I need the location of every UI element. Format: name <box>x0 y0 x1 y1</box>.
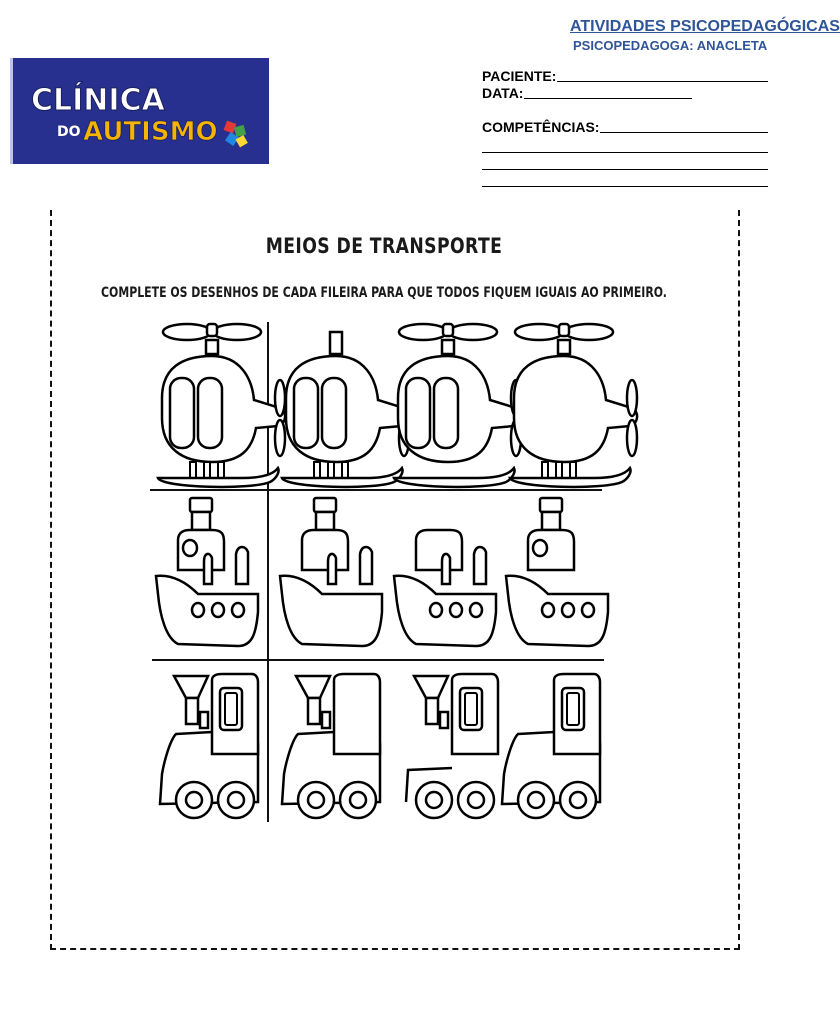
boat-icon <box>394 530 496 646</box>
worksheet-title: MEIOS DE TRANSPORTE <box>265 234 503 258</box>
train-icon <box>160 674 258 818</box>
logo-line1: CLÍNICA <box>31 83 165 118</box>
worksheet-instruction: COMPLETE OS DESENHOS DE CADA FILEIRA PARA QUE TODOS FIQUEM IGUAIS AO PRIMEIRO. <box>101 285 667 301</box>
date-label: DATA: <box>482 85 524 101</box>
helicopter-icon <box>510 324 637 487</box>
boat-icon <box>280 498 382 646</box>
helicopter-icon <box>282 332 409 487</box>
logo-do: DO <box>57 124 81 140</box>
header-title: ATIVIDADES PSICOPEDAGÓGICAS <box>570 18 840 35</box>
helicopter-icon <box>158 324 285 487</box>
boat-icon <box>156 498 258 646</box>
helicopter-icon <box>394 324 521 487</box>
train-icon <box>502 674 600 818</box>
header-subtitle: PSICOPEDAGOGA: ANACLETA <box>573 38 768 53</box>
boat-icon <box>506 498 608 646</box>
patient-label: PACIENTE: <box>482 68 557 84</box>
logo-autismo: AUTISMO <box>83 117 218 147</box>
train-icon <box>282 674 380 818</box>
competencies-label: COMPETÊNCIAS: <box>482 119 600 135</box>
train-icon <box>406 674 498 818</box>
